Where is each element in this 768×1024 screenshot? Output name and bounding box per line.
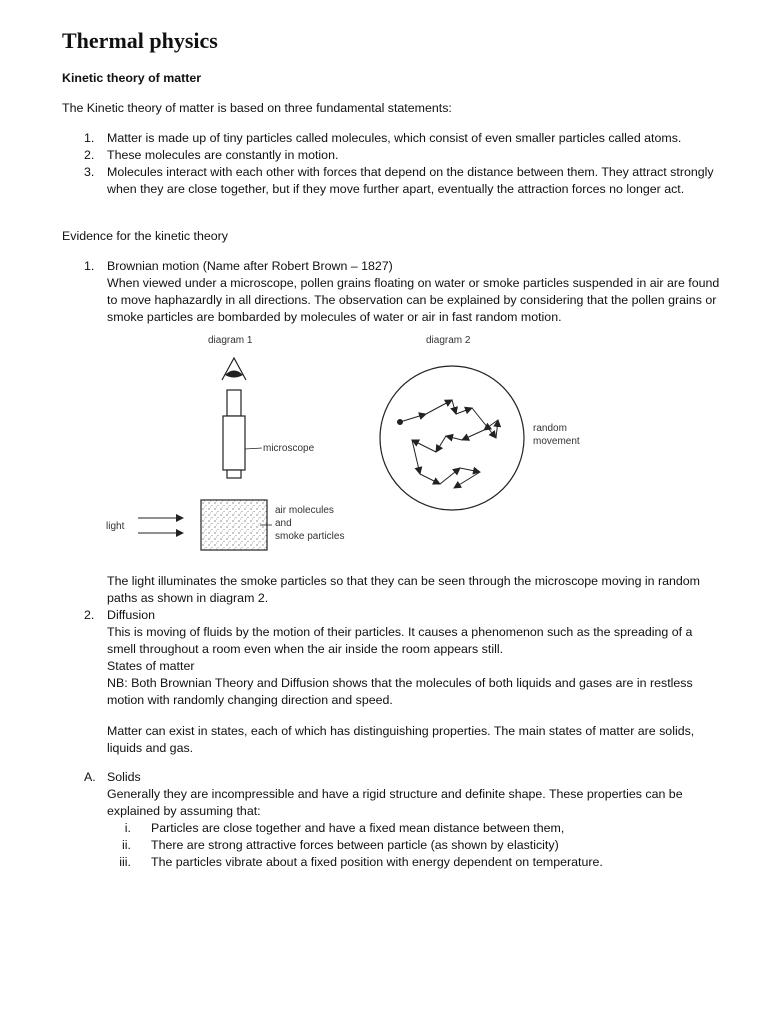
brownian-motion-item bbox=[62, 258, 722, 326]
nb-text: NB: Both Brownian Theory and Diffusion shows that the molecules of both liquids and gases are in restless motion with randomly changing direction and speed. bbox=[107, 676, 693, 707]
brownian-text: When viewed under a microscope, pollen grains floating on water or smoke particles suspended in air are found to move haphazardly in all directions. The observation can be explained by considering that the pollen grains or smoke particles are bombarded by molecules of water or air in fast random motion. bbox=[107, 276, 720, 324]
diffusion-number: 2. bbox=[84, 608, 95, 622]
movement-label: movement bbox=[533, 436, 580, 447]
microscope-icon bbox=[223, 390, 262, 478]
matter-states-text: Matter can exist in states, each of which has distinguishing properties. The main states of matter are solids, liquids and gas. bbox=[107, 724, 695, 755]
light-label: light bbox=[106, 521, 125, 532]
solids-letter: A. bbox=[84, 770, 96, 784]
solids-point bbox=[107, 820, 722, 837]
brownian-diagram bbox=[100, 328, 580, 558]
brownian-number: 1. bbox=[84, 259, 95, 273]
statement-number: 3. bbox=[84, 165, 95, 179]
solids-points bbox=[107, 820, 722, 871]
statement-number: 2. bbox=[84, 148, 95, 162]
page-title: Thermal physics bbox=[62, 28, 218, 53]
diffusion-heading: Diffusion bbox=[107, 608, 155, 622]
solids-text: Generally they are incompressible and have a rigid structure and definite shape. These properties can be explained by assuming that: bbox=[107, 787, 683, 818]
brownian-heading: Brownian motion (Name after Robert Brown – 1827) bbox=[107, 259, 393, 273]
point-text: The particles vibrate about a fixed position with energy dependent on temperature. bbox=[151, 855, 603, 869]
statement-3 bbox=[62, 164, 722, 198]
smoke-particles-label: smoke particles bbox=[275, 531, 345, 542]
states-of-matter-heading: States of matter bbox=[107, 659, 195, 673]
diagram-1-label: diagram 1 bbox=[208, 335, 253, 346]
point-text: There are strong attractive forces between particle (as shown by elasticity) bbox=[151, 838, 559, 852]
air-molecules-label: air molecules bbox=[275, 505, 334, 516]
point-number: iii. bbox=[119, 855, 131, 869]
statement-1 bbox=[62, 130, 722, 147]
point-text: Particles are close together and have a fixed mean distance between them, bbox=[151, 821, 565, 835]
solids-item bbox=[62, 769, 722, 871]
brownian-after-item bbox=[62, 573, 722, 607]
evidence-heading: Evidence for the kinetic theory bbox=[62, 229, 228, 243]
solids-point bbox=[107, 837, 722, 854]
diagram-2-label: diagram 2 bbox=[426, 335, 471, 346]
microscope-label: microscope bbox=[263, 443, 315, 454]
random-label: random bbox=[533, 423, 567, 434]
smoke-cell bbox=[201, 500, 267, 550]
diffusion-item bbox=[62, 607, 722, 757]
statement-number: 1. bbox=[84, 131, 95, 145]
brownian-after-text: The light illuminates the smoke particles so that they can be seen through the microscope moving in random paths as shown in diagram 2. bbox=[107, 574, 700, 605]
kinetic-theory-heading: Kinetic theory of matter bbox=[62, 71, 202, 85]
random-path bbox=[398, 400, 499, 488]
statement-2 bbox=[62, 147, 722, 164]
statement-text: Matter is made up of tiny particles called molecules, which consist of even smaller particles called atoms. bbox=[107, 131, 682, 145]
point-number: i. bbox=[124, 821, 131, 835]
point-number: ii. bbox=[122, 838, 131, 852]
and-label: and bbox=[275, 518, 292, 529]
statement-text: Molecules interact with each other with forces that depend on the distance between them. They attract strongly when they are close together, but if they move further apart, eventually the attraction forces no longer act. bbox=[107, 165, 714, 196]
solids-point bbox=[107, 854, 722, 871]
intro-text: The Kinetic theory of matter is based on three fundamental statements: bbox=[62, 101, 452, 115]
solids-heading: Solids bbox=[107, 770, 141, 784]
eye-icon bbox=[222, 358, 246, 380]
statement-text: These molecules are constantly in motion. bbox=[107, 148, 339, 162]
diffusion-text: This is moving of fluids by the motion of their particles. It causes a phenomenon such as the spreading of a smell throughout a room even when the air inside the room appears still. bbox=[107, 625, 693, 656]
